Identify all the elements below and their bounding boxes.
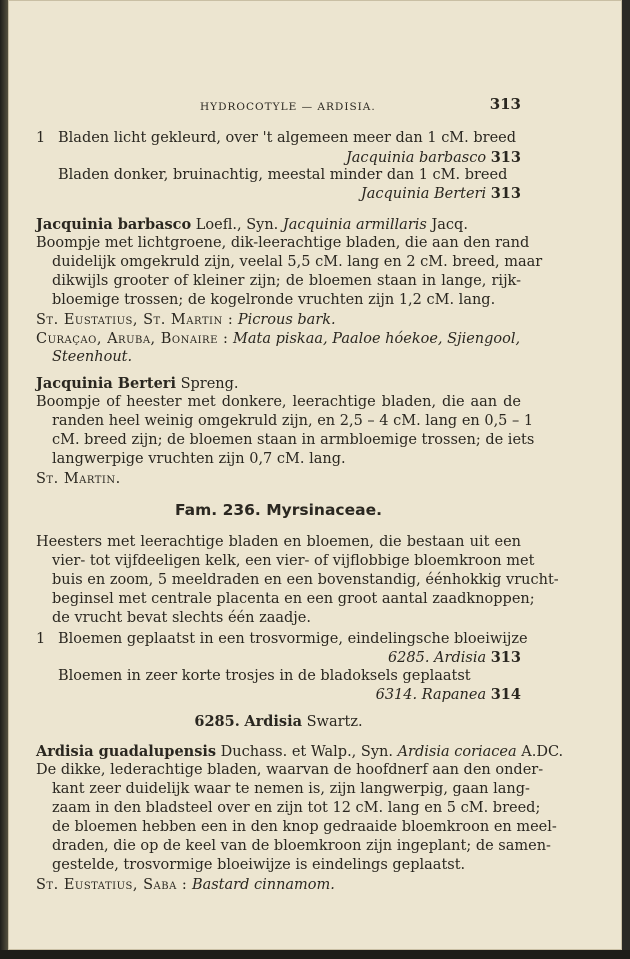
locality-islands: St. Eustatius, St. Martin : (36, 312, 234, 328)
genus-name: Ardisia (244, 713, 302, 730)
key-page-ref: 313 (490, 149, 521, 166)
species-heading-berteri (36, 374, 521, 394)
description-line: vier- tot vijfdeeligen kelk, een vier- of vijflobbige bloemkroon met (52, 553, 535, 569)
locality-islands: Curaçao, Aruba, Bonaire : (36, 331, 229, 347)
genus-number: 6285. (194, 713, 240, 730)
locality-line (36, 311, 521, 330)
book-spine-shadow (0, 0, 8, 950)
key-lead-text: Bloemen geplaatst in een trosvormige, eindelingsche bloeiwijze (58, 631, 528, 647)
key1-lead-2: Bladen donker, bruinachtig, meestal minder dan 1 cM. breed (58, 167, 508, 183)
species-author: Loefl., Syn. (195, 217, 279, 233)
key-taxon: Jacquinia Berteri (360, 186, 487, 202)
description-line: Heesters met leerachtige bladen en bloemen, die bestaan uit een (36, 534, 521, 550)
description-line: De dikke, lederachtige bladen, waarvan de hoofdnerf aan den onder- (36, 762, 544, 778)
vernacular-name: Picrous bark. (237, 312, 336, 328)
description-line: buis en zoom, 5 meeldraden en een bovenstandig, éénhokkig vrucht- (52, 572, 559, 588)
species-author: Spreng. (180, 376, 239, 392)
description-line: de vrucht bevat slechts één zaadje. (52, 610, 311, 626)
key2-lead-2: Bloemen in zeer korte trosjes in de bladoksels geplaatst (58, 668, 471, 684)
key1-lead-1-result (36, 148, 521, 168)
genus-author: Swartz. (306, 714, 363, 730)
page-number: 313 (489, 95, 521, 113)
synonym-author: A.DC. (521, 744, 564, 760)
description-line: randen heel weinig omgekruld zijn, en 2,5 – 4 cM. lang en 0,5 – 1 (52, 413, 534, 429)
description-line: dikwijls grooter of kleiner zijn; de bloemen staan in lange, rijk- (52, 273, 521, 289)
locality-line (36, 330, 521, 349)
key-page-ref: 314 (490, 686, 521, 703)
vernacular-name: Bastard cinnamom. (191, 877, 335, 893)
description-line: langwerpige vruchten zijn 0,7 cM. lang. (52, 451, 346, 467)
key-lead-text: Bladen licht gekleurd, over 't algemeen meer dan 1 cM. breed (58, 130, 517, 146)
species-name: Ardisia guadalupensis (36, 743, 217, 760)
description-line: de bloemen hebben een in den knop gedraaide bloemkroon en meel- (52, 819, 557, 835)
description-line: gestelde, trosvormige bloeiwijze is eindelings geplaatst. (52, 857, 466, 873)
species-name: Jacquinia Berteri (36, 375, 176, 392)
species-heading-barbasco (36, 215, 521, 235)
key-taxon: Jacquinia barbasco (345, 150, 487, 166)
key2-lead-1-result (36, 648, 521, 668)
family-heading: Fam. 236. Myrsinaceae. (175, 501, 382, 519)
running-header (36, 95, 521, 115)
synonym-author: Jacq. (431, 217, 468, 233)
species-heading-guadalupensis (36, 742, 564, 762)
locality-line: St. Martin. (36, 471, 121, 487)
description-line: zaam in den bladsteel over en zijn tot 12 cM. lang en 5 cM. breed; (52, 800, 541, 816)
locality-line (36, 876, 521, 895)
description-line: duidelijk omgekruld zijn, veelal 5,5 cM. lang en 2 cM. breed, maar (52, 254, 543, 270)
key-number: 1 (36, 130, 46, 146)
species-author: Duchass. et Walp., Syn. (220, 744, 393, 760)
key-taxon: 6285. Ardisia (387, 650, 487, 666)
synonym-name: Jacquinia armillaris (282, 217, 427, 233)
running-title: HYDROCOTYLE — ARDISIA. (200, 101, 376, 113)
description-line: cM. breed zijn; de bloemen staan in armbloemige trossen; de iets (52, 432, 535, 448)
description-line: kant zeer duidelijk waar te nemen is, zijn langwerpig, gaan lang- (52, 781, 530, 797)
key-page-ref: 313 (490, 185, 521, 202)
page-bottom-edge (0, 950, 630, 959)
description-line: beginsel met centrale placenta en een groot aantal zaadknoppen; (52, 591, 535, 607)
key2-lead-1 (36, 630, 528, 649)
vernacular-name-cont: Steenhout. (52, 349, 133, 365)
description-line: draden, die op de keel van de bloemkroon zijn ingeplant; de samen- (52, 838, 551, 854)
description-line: Boompje of heester met donkere, leerachtige bladen, die aan de (36, 394, 521, 410)
key-taxon: 6314. Rapanea (375, 687, 487, 703)
key-page-ref: 313 (490, 649, 521, 666)
key1-lead-1 (36, 129, 521, 148)
synonym-name: Ardisia coriacea (397, 744, 517, 760)
species-name: Jacquinia barbasco (36, 216, 192, 233)
key-number: 1 (36, 631, 46, 647)
key1-lead-2-result (36, 184, 521, 204)
key2-lead-2-result (36, 685, 521, 705)
description-line: Boompje met lichtgroene, dik-leerachtige bladen, die aan den rand (36, 235, 530, 251)
book-page (8, 0, 622, 950)
locality-islands: St. Eustatius, Saba : (36, 877, 188, 893)
vernacular-name: Mata piskaa, Paaloe hóekoe, Sjiengool, (233, 331, 521, 347)
genus-heading (36, 712, 521, 732)
description-line: bloemige trossen; de kogelronde vruchten zijn 1,2 cM. lang. (52, 292, 496, 308)
